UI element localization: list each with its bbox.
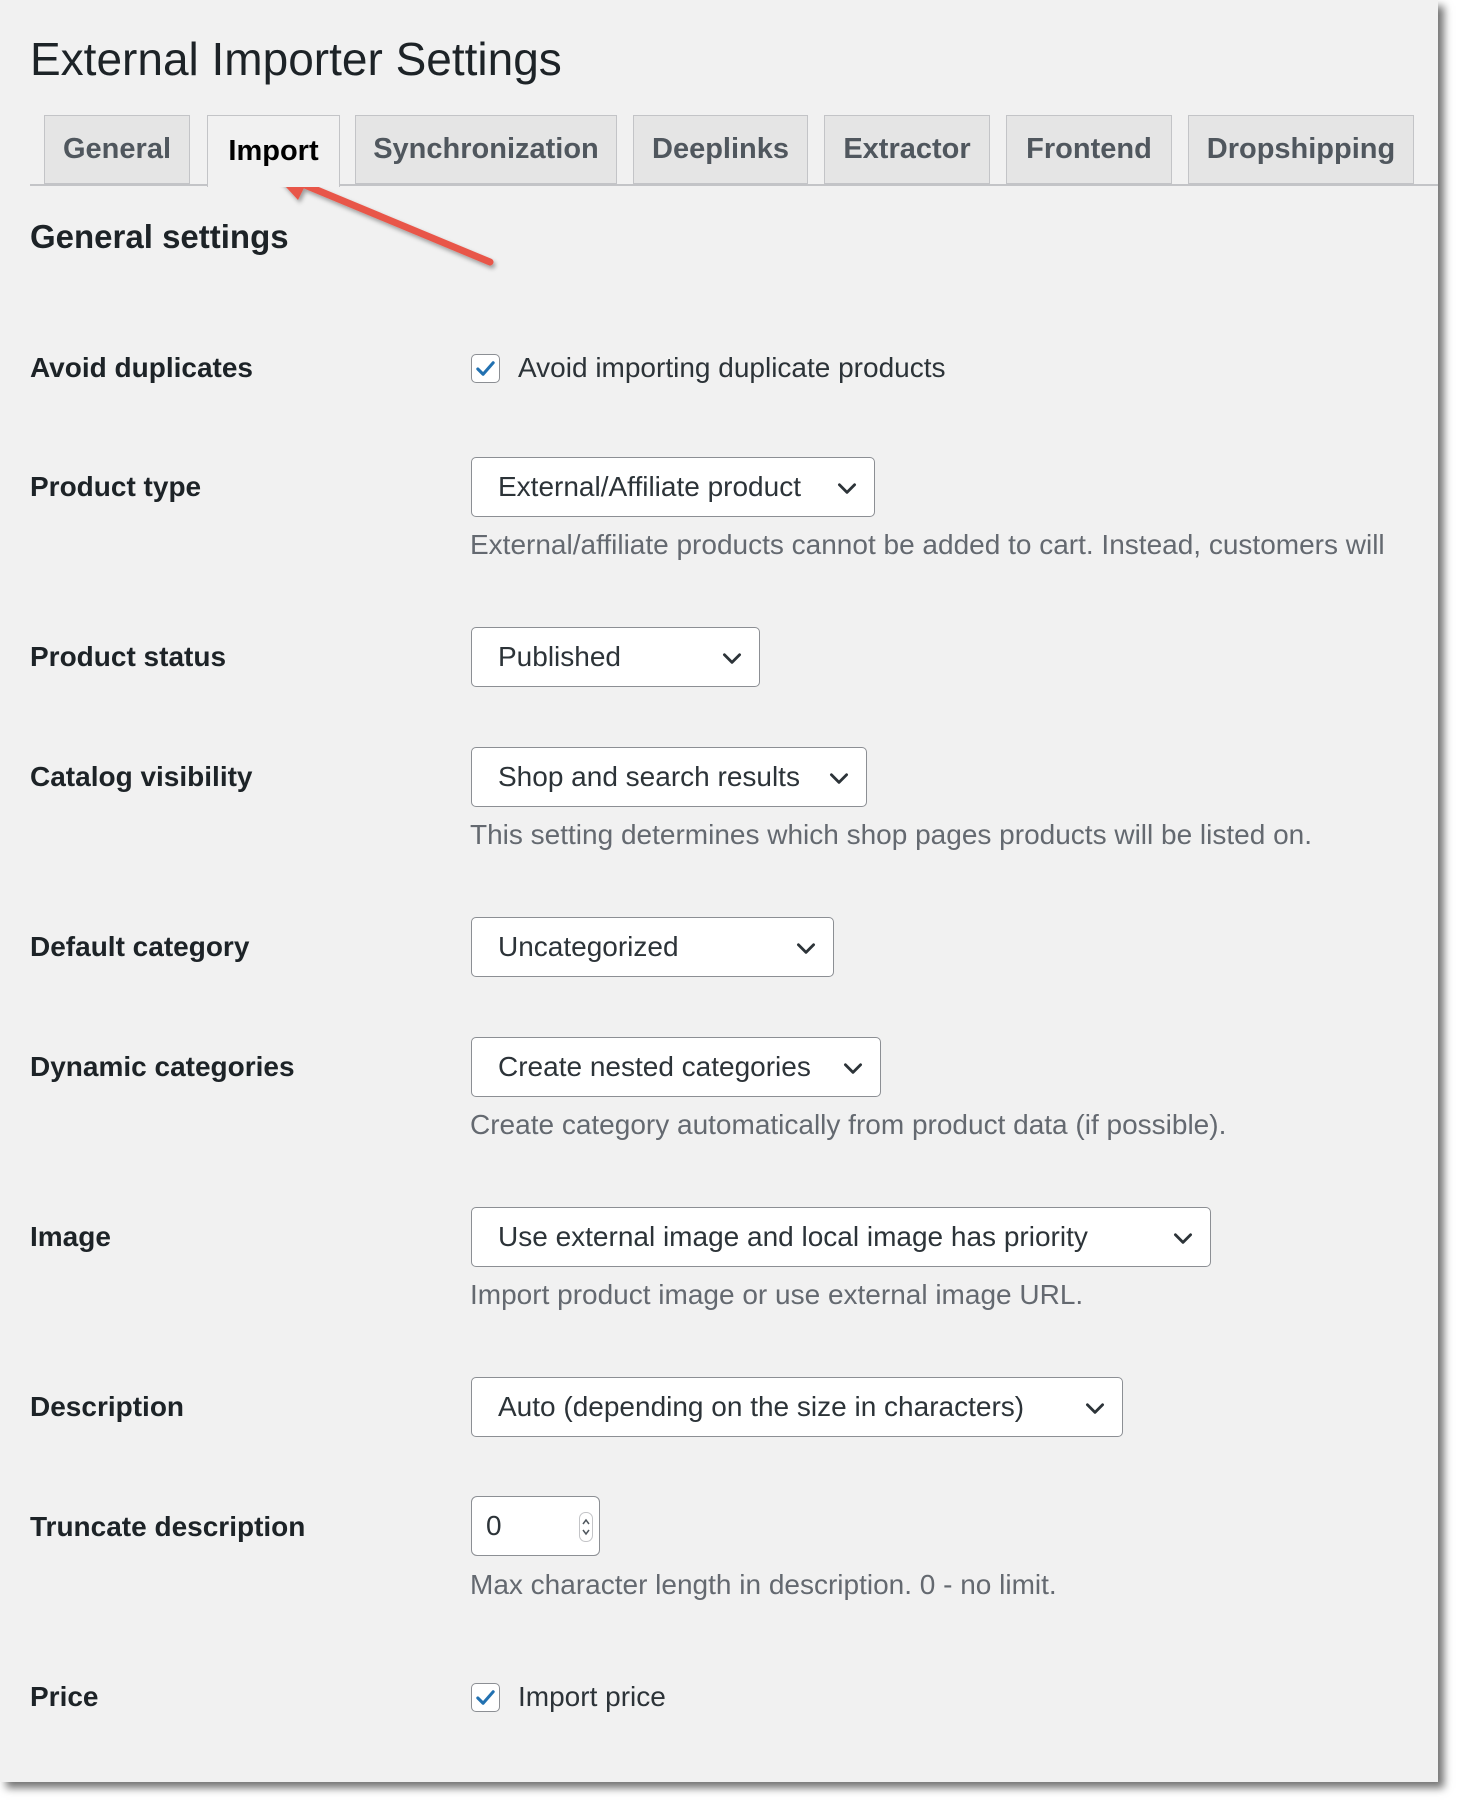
product-type-select[interactable]	[471, 457, 875, 517]
product-type-description: External/affiliate products cannot be added to cart. Instead, customers will	[470, 529, 1385, 560]
catalog-visibility-select[interactable]	[471, 747, 867, 807]
image-value: Use external image and local image has priority	[498, 1221, 1088, 1252]
import-price-checkbox[interactable]	[471, 1683, 500, 1712]
description-select[interactable]	[471, 1377, 1123, 1437]
checkmark-icon	[474, 357, 497, 380]
dynamic-categories-description: Create category automatically from product data (if possible).	[470, 1109, 1227, 1140]
tab-frontend[interactable]: Frontend	[1006, 115, 1172, 184]
description-label: Description	[30, 1391, 185, 1422]
spinner-arrows-icon[interactable]	[579, 1512, 593, 1542]
page-title: External Importer Settings	[30, 33, 562, 85]
image-select[interactable]	[471, 1207, 1211, 1267]
image-label: Image	[30, 1221, 111, 1252]
truncate-description-description: Max character length in description. 0 - no limit.	[470, 1569, 1057, 1600]
tab-deeplinks[interactable]: Deeplinks	[633, 115, 808, 184]
product-type-label: Product type	[30, 471, 202, 502]
catalog-visibility-label: Catalog visibility	[30, 761, 253, 792]
checkmark-icon	[474, 1686, 497, 1709]
image-description: Import product image or use external image URL.	[470, 1279, 1084, 1310]
avoid-duplicates-label: Avoid duplicates	[30, 352, 254, 383]
chevron-down-icon	[1170, 1225, 1196, 1251]
product-type-value: External/Affiliate product	[498, 471, 801, 502]
tab-synchronization[interactable]: Synchronization	[355, 115, 617, 184]
chevron-down-icon	[719, 645, 745, 671]
tab-extractor[interactable]: Extractor	[824, 115, 990, 184]
chevron-down-icon	[1082, 1395, 1108, 1421]
avoid-duplicates-checkbox[interactable]	[471, 354, 500, 383]
product-status-label: Product status	[30, 641, 227, 672]
chevron-down-icon	[834, 475, 860, 501]
truncate-description-value: 0	[486, 1510, 502, 1541]
import-price-checkbox-label[interactable]: Import price	[518, 1681, 666, 1712]
description-value: Auto (depending on the size in characters)	[498, 1391, 1025, 1422]
avoid-duplicates-checkbox-label[interactable]: Avoid importing duplicate products	[518, 352, 946, 383]
truncate-description-label: Truncate description	[30, 1511, 306, 1542]
catalog-visibility-value: Shop and search results	[498, 761, 800, 792]
price-label: Price	[30, 1681, 99, 1712]
dynamic-categories-value: Create nested categories	[498, 1051, 811, 1082]
default-category-label: Default category	[30, 931, 250, 962]
product-status-select[interactable]	[471, 627, 760, 687]
chevron-down-icon	[793, 935, 819, 961]
tab-import[interactable]: Import	[207, 115, 340, 187]
chevron-down-icon	[840, 1055, 866, 1081]
dynamic-categories-label: Dynamic categories	[30, 1051, 295, 1082]
default-category-select[interactable]	[471, 917, 834, 977]
dynamic-categories-select[interactable]	[471, 1037, 881, 1097]
tab-dropshipping[interactable]: Dropshipping	[1188, 115, 1414, 184]
default-category-value: Uncategorized	[498, 931, 679, 962]
truncate-description-input[interactable]	[471, 1496, 600, 1556]
tab-general[interactable]: General	[44, 115, 190, 184]
catalog-visibility-description: This setting determines which shop pages products will be listed on.	[470, 819, 1312, 850]
product-status-value: Published	[498, 641, 621, 672]
chevron-down-icon	[826, 765, 852, 791]
section-title: General settings	[30, 218, 289, 255]
